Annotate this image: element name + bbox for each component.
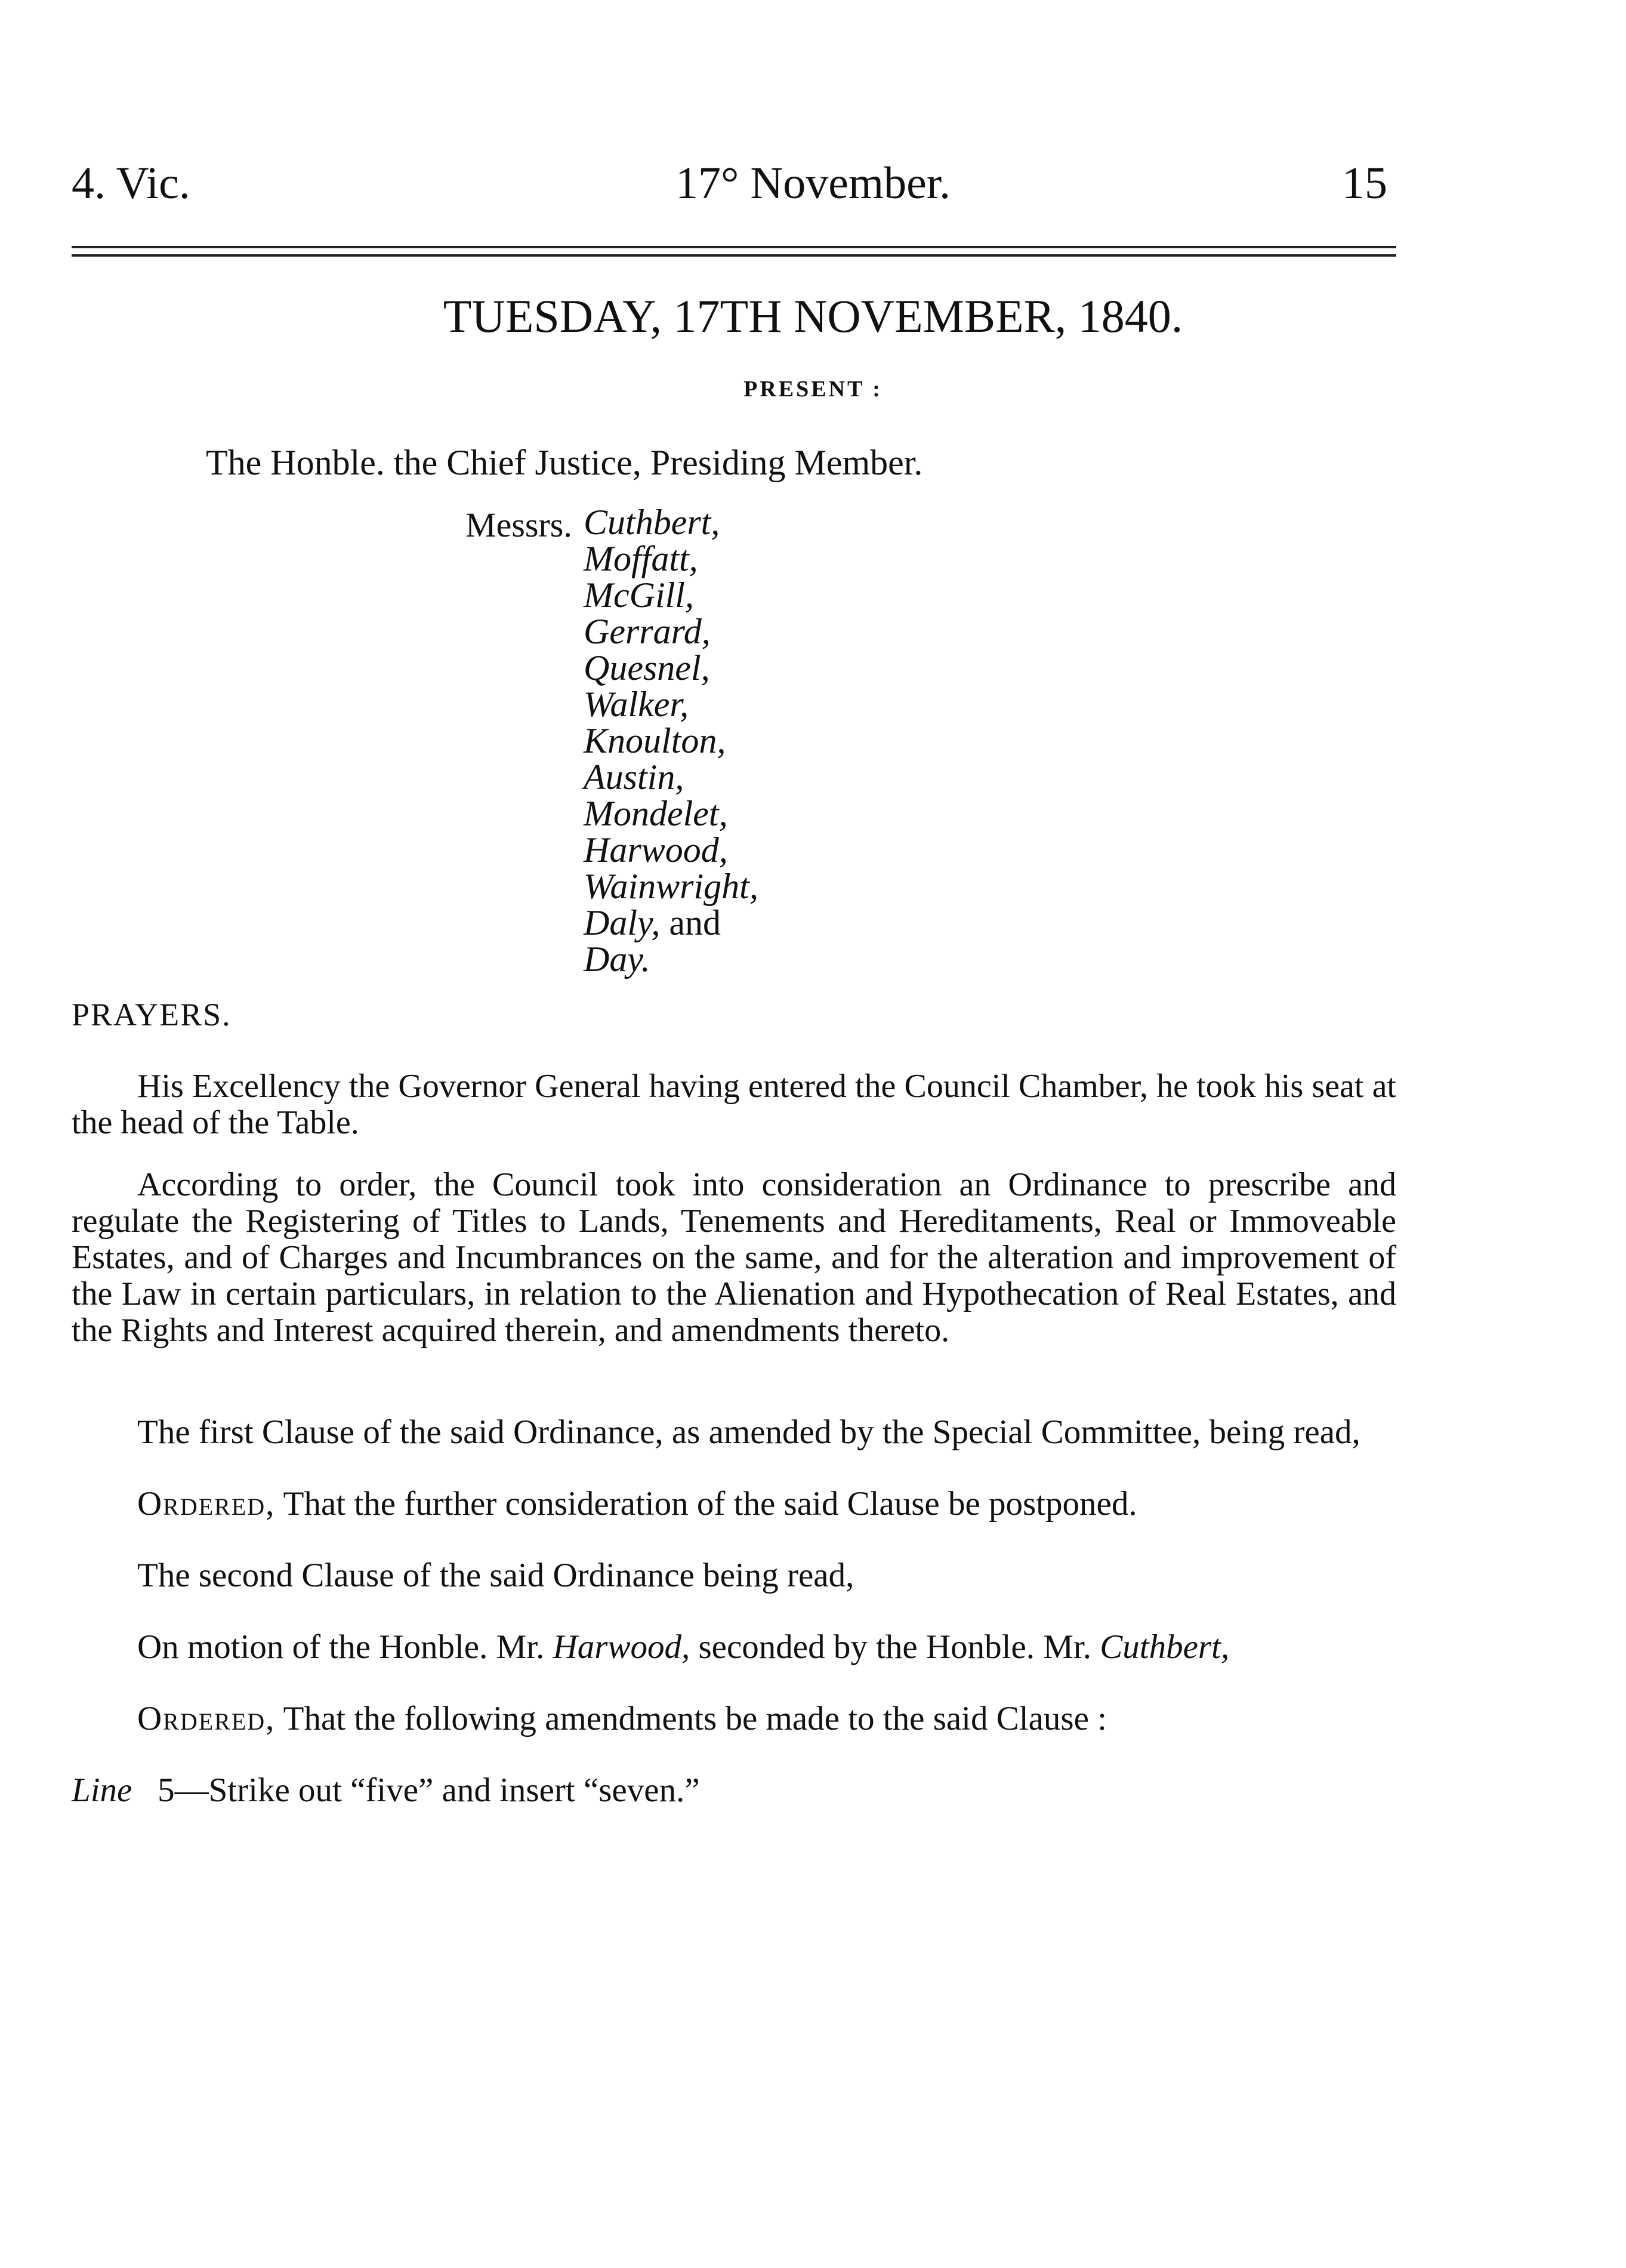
ordered-amendments	[137, 1695, 1107, 1743]
prayers-heading: PRAYERS.	[72, 997, 232, 1033]
member-name: Austin,	[584, 757, 684, 797]
ordered-postponed	[137, 1480, 1137, 1528]
ordered-word: Ordered,	[137, 1485, 276, 1523]
motion-line	[137, 1623, 1229, 1671]
mover-name: Harwood,	[553, 1628, 690, 1666]
member-name: Mondelet,	[584, 794, 728, 833]
running-header-left: 4. Vic.	[72, 158, 190, 208]
member-name: Gerrard,	[584, 612, 711, 651]
amendment-label: Line	[72, 1771, 132, 1809]
presiding-member: The Honble. the Chief Justice, Presiding Member.	[206, 443, 923, 482]
second-clause-read: The second Clause of the said Ordinance being read,	[137, 1557, 854, 1594]
ordered-text: That the further consideration of the said Clause be postponed.	[283, 1485, 1137, 1523]
member-name: Day.	[584, 939, 650, 979]
page-title: TUESDAY, 17TH NOVEMBER, 1840.	[443, 290, 1183, 342]
present-label: PRESENT :	[743, 377, 883, 402]
running-header-date: 17° November.	[675, 158, 951, 208]
motion-prefix: On motion of the Honble. Mr.	[137, 1628, 545, 1666]
member-name: Moffatt,	[584, 539, 698, 578]
member-name: Wainwright,	[584, 867, 758, 906]
member-name: Harwood,	[584, 830, 728, 870]
member-name: Walker,	[584, 685, 689, 724]
ordered-text: That the following amendments be made to the said Clause :	[283, 1700, 1107, 1737]
page-number: 15	[1342, 158, 1387, 208]
ordered-word: Ordered,	[137, 1700, 276, 1737]
motion-mid: seconded by the Honble. Mr.	[698, 1628, 1092, 1666]
members-list	[584, 504, 758, 978]
seconder-name: Cuthbert,	[1100, 1628, 1230, 1666]
member-name: Quesnel,	[584, 648, 710, 688]
member-name: McGill,	[584, 575, 694, 615]
member-name: Knoulton,	[584, 721, 726, 760]
header-rule-bottom	[72, 254, 1396, 257]
amendment-text: 5—Strike out “five” and insert “seven.”	[158, 1771, 700, 1809]
first-clause-read: The first Clause of the said Ordinance, as amended by the Special Committee, being read,	[137, 1413, 1360, 1451]
member-name: Cuthbert,	[584, 503, 720, 542]
amendment-line	[72, 1767, 700, 1814]
and-word: and	[669, 903, 721, 942]
member-row-daly	[584, 905, 758, 941]
messrs-label: Messrs.	[465, 506, 572, 544]
header-rule-top	[72, 246, 1396, 248]
paragraph-governor: His Excellency the Governor General having entered the Council Chamber, he took his seat at the head of the Table.	[72, 1068, 1396, 1141]
member-name: Daly,	[584, 903, 661, 942]
paragraph-ordinance: According to order, the Council took into consideration an Ordinance to prescribe and regulate the Registering of Titles to Lands, Tenements and Hereditaments, Real or Immoveable Estates, and of Charges and Incumbrances on the same, and for the alteration and improvement of the Law in certain particulars, in relation to the Alienation and Hypothecation of Real Estates, and the Rights and Interest acquired therein, and amendments thereto.	[72, 1166, 1396, 1349]
